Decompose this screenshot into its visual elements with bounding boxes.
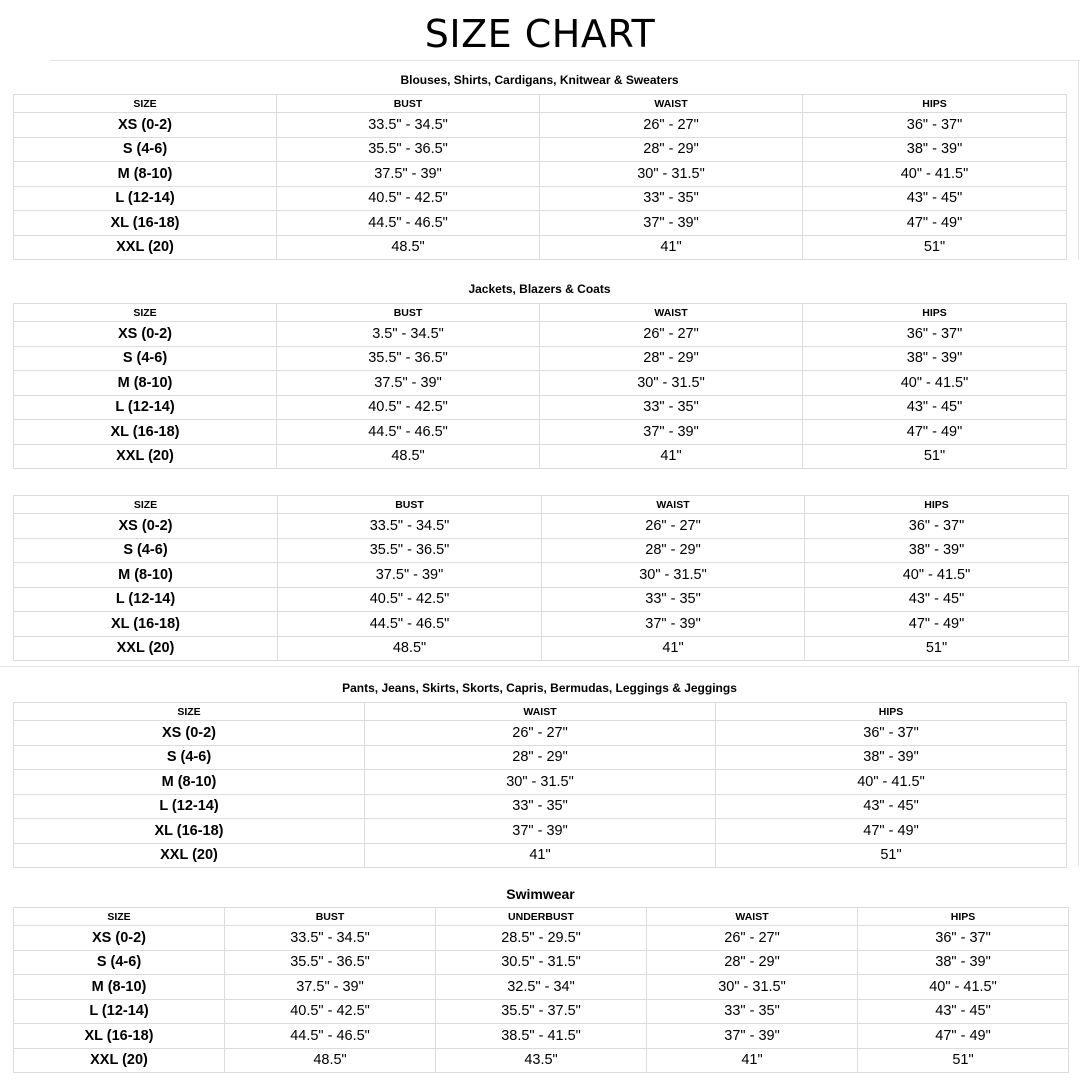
table-row [14,186,1067,211]
measurement-cell: 40" - 41.5" [803,162,1067,187]
table-row [14,514,1069,539]
table-row [14,926,1069,951]
section-title: Blouses, Shirts, Cardigans, Knitwear & Sweaters [400,73,679,87]
measurement-cell: 35.5" - 36.5" [277,346,540,371]
measurement-cell: 35.5" - 37.5" [436,999,647,1024]
table-row [14,395,1067,420]
measurement-cell: 40.5" - 42.5" [225,999,436,1024]
size-label: L (12-14) [14,587,278,612]
size-label: XXL (20) [14,843,365,868]
column-header: WAIST [540,304,803,322]
size-label: XL (16-18) [14,420,277,445]
measurement-cell: 38" - 39" [716,745,1067,770]
table-row [14,587,1069,612]
measurement-cell: 33" - 35" [542,587,805,612]
size-label: XL (16-18) [14,1024,225,1049]
size-label: XL (16-18) [14,819,365,844]
table-header-row [14,496,1069,514]
measurement-cell: 40.5" - 42.5" [278,587,542,612]
table-row [14,950,1069,975]
measurement-cell: 28" - 29" [540,137,803,162]
column-header: WAIST [540,95,803,113]
table-row [14,322,1067,347]
column-header: SIZE [14,496,278,514]
size-label: L (12-14) [14,999,225,1024]
measurement-cell: 30.5" - 31.5" [436,950,647,975]
measurement-cell: 38.5" - 41.5" [436,1024,647,1049]
measurement-cell: 30" - 31.5" [540,371,803,396]
measurement-cell: 33" - 35" [647,999,858,1024]
table-header-row [14,304,1067,322]
measurement-cell: 41" [540,235,803,260]
table-row [14,137,1067,162]
size-table [13,303,1067,469]
table-row [14,113,1067,138]
measurement-cell: 44.5" - 46.5" [277,420,540,445]
measurement-cell: 47" - 49" [803,420,1067,445]
size-label: M (8-10) [14,770,365,795]
measurement-cell: 36" - 37" [858,926,1069,951]
measurement-cell: 33.5" - 34.5" [225,926,436,951]
measurement-cell: 28.5" - 29.5" [436,926,647,951]
measurement-cell: 35.5" - 36.5" [278,538,542,563]
measurement-cell: 43" - 45" [805,587,1069,612]
size-table [13,495,1069,661]
size-label: M (8-10) [14,371,277,396]
measurement-cell: 44.5" - 46.5" [277,211,540,236]
size-label: L (12-14) [14,186,277,211]
size-label: S (4-6) [14,950,225,975]
table-row [14,819,1067,844]
table-row [14,745,1067,770]
measurement-cell: 48.5" [277,235,540,260]
measurement-cell: 40" - 41.5" [803,371,1067,396]
table-row [14,235,1067,260]
table-row [14,636,1069,661]
measurement-cell: 30" - 31.5" [647,975,858,1000]
table-row [14,1024,1069,1049]
size-label: XS (0-2) [14,113,277,138]
table-row [14,211,1067,236]
measurement-cell: 40" - 41.5" [858,975,1069,1000]
measurement-cell: 48.5" [225,1048,436,1073]
measurement-cell: 37" - 39" [540,211,803,236]
table-row [14,563,1069,588]
size-label: L (12-14) [14,395,277,420]
measurement-cell: 51" [803,444,1067,469]
page-title: SIZE CHART [424,12,656,56]
column-header: SIZE [14,908,225,926]
table-row [14,346,1067,371]
measurement-cell: 37.5" - 39" [277,162,540,187]
measurement-cell: 43" - 45" [716,794,1067,819]
size-label: XXL (20) [14,235,277,260]
size-label: XS (0-2) [14,514,278,539]
size-label: M (8-10) [14,563,278,588]
table-header-row [14,908,1069,926]
size-label: S (4-6) [14,538,278,563]
measurement-cell: 37.5" - 39" [277,371,540,396]
column-header: WAIST [542,496,805,514]
measurement-cell: 37" - 39" [647,1024,858,1049]
table-row [14,843,1067,868]
size-label: XS (0-2) [14,322,277,347]
table-row [14,770,1067,795]
size-label: M (8-10) [14,162,277,187]
column-header: HIPS [803,304,1067,322]
size-table [13,94,1067,260]
measurement-cell: 36" - 37" [803,322,1067,347]
column-header: BUST [277,95,540,113]
size-label: S (4-6) [14,745,365,770]
measurement-cell: 36" - 37" [716,721,1067,746]
size-label: XL (16-18) [14,211,277,236]
measurement-cell: 38" - 39" [858,950,1069,975]
measurement-cell: 26" - 27" [540,322,803,347]
measurement-cell: 41" [647,1048,858,1073]
size-label: XL (16-18) [14,612,278,637]
column-header: HIPS [803,95,1067,113]
measurement-cell: 26" - 27" [647,926,858,951]
measurement-cell: 26" - 27" [365,721,716,746]
measurement-cell: 37.5" - 39" [225,975,436,1000]
column-header: WAIST [647,908,858,926]
measurement-cell: 38" - 39" [805,538,1069,563]
measurement-cell: 36" - 37" [805,514,1069,539]
measurement-cell: 37" - 39" [365,819,716,844]
divider [1078,666,1079,866]
table-row [14,162,1067,187]
table-row [14,612,1069,637]
table-row [14,999,1069,1024]
measurement-cell: 43.5" [436,1048,647,1073]
measurement-cell: 40.5" - 42.5" [277,395,540,420]
column-header: HIPS [716,703,1067,721]
size-table [13,702,1067,868]
column-header: BUST [277,304,540,322]
section-title: Pants, Jeans, Skirts, Skorts, Capris, Bermudas, Leggings & Jeggings [342,681,737,695]
divider [1078,60,1079,260]
measurement-cell: 51" [803,235,1067,260]
measurement-cell: 51" [716,843,1067,868]
table-row [14,444,1067,469]
section-title: Jackets, Blazers & Coats [468,282,611,296]
table-row [14,420,1067,445]
column-header: HIPS [858,908,1069,926]
column-header: HIPS [805,496,1069,514]
size-label: XXL (20) [14,444,277,469]
measurement-cell: 37" - 39" [540,420,803,445]
measurement-cell: 47" - 49" [716,819,1067,844]
measurement-cell: 51" [858,1048,1069,1073]
table-row [14,1048,1069,1073]
measurement-cell: 26" - 27" [542,514,805,539]
column-header: BUST [278,496,542,514]
table-row [14,794,1067,819]
measurement-cell: 28" - 29" [542,538,805,563]
size-label: S (4-6) [14,137,277,162]
measurement-cell: 33" - 35" [365,794,716,819]
measurement-cell: 47" - 49" [803,211,1067,236]
size-label: XXL (20) [14,1048,225,1073]
measurement-cell: 37" - 39" [542,612,805,637]
measurement-cell: 28" - 29" [647,950,858,975]
column-header: SIZE [14,95,277,113]
table-row [14,975,1069,1000]
measurement-cell: 32.5" - 34" [436,975,647,1000]
measurement-cell: 35.5" - 36.5" [225,950,436,975]
measurement-cell: 47" - 49" [805,612,1069,637]
measurement-cell: 36" - 37" [803,113,1067,138]
size-label: M (8-10) [14,975,225,1000]
column-header: SIZE [14,703,365,721]
measurement-cell: 41" [540,444,803,469]
measurement-cell: 33.5" - 34.5" [278,514,542,539]
table-header-row [14,95,1067,113]
size-table [13,907,1069,1073]
size-label: XS (0-2) [14,721,365,746]
column-header: SIZE [14,304,277,322]
measurement-cell: 38" - 39" [803,137,1067,162]
table-header-row [14,703,1067,721]
measurement-cell: 44.5" - 46.5" [225,1024,436,1049]
size-label: S (4-6) [14,346,277,371]
measurement-cell: 3.5" - 34.5" [277,322,540,347]
measurement-cell: 28" - 29" [540,346,803,371]
measurement-cell: 48.5" [277,444,540,469]
measurement-cell: 41" [542,636,805,661]
measurement-cell: 40.5" - 42.5" [277,186,540,211]
table-row [14,721,1067,746]
column-header: BUST [225,908,436,926]
column-header: WAIST [365,703,716,721]
measurement-cell: 44.5" - 46.5" [278,612,542,637]
divider [0,666,1080,667]
measurement-cell: 48.5" [278,636,542,661]
measurement-cell: 40" - 41.5" [716,770,1067,795]
measurement-cell: 37.5" - 39" [278,563,542,588]
measurement-cell: 33" - 35" [540,186,803,211]
measurement-cell: 51" [805,636,1069,661]
measurement-cell: 30" - 31.5" [365,770,716,795]
measurement-cell: 33" - 35" [540,395,803,420]
measurement-cell: 43" - 45" [858,999,1069,1024]
table-row [14,371,1067,396]
measurement-cell: 30" - 31.5" [540,162,803,187]
section-title: Swimwear [506,886,575,902]
measurement-cell: 43" - 45" [803,186,1067,211]
measurement-cell: 43" - 45" [803,395,1067,420]
table-row [14,538,1069,563]
measurement-cell: 47" - 49" [858,1024,1069,1049]
measurement-cell: 28" - 29" [365,745,716,770]
size-label: XS (0-2) [14,926,225,951]
measurement-cell: 26" - 27" [540,113,803,138]
measurement-cell: 41" [365,843,716,868]
measurement-cell: 30" - 31.5" [542,563,805,588]
column-header: UNDERBUST [436,908,647,926]
divider [50,60,1080,61]
size-label: XXL (20) [14,636,278,661]
measurement-cell: 40" - 41.5" [805,563,1069,588]
measurement-cell: 33.5" - 34.5" [277,113,540,138]
measurement-cell: 35.5" - 36.5" [277,137,540,162]
size-label: L (12-14) [14,794,365,819]
measurement-cell: 38" - 39" [803,346,1067,371]
